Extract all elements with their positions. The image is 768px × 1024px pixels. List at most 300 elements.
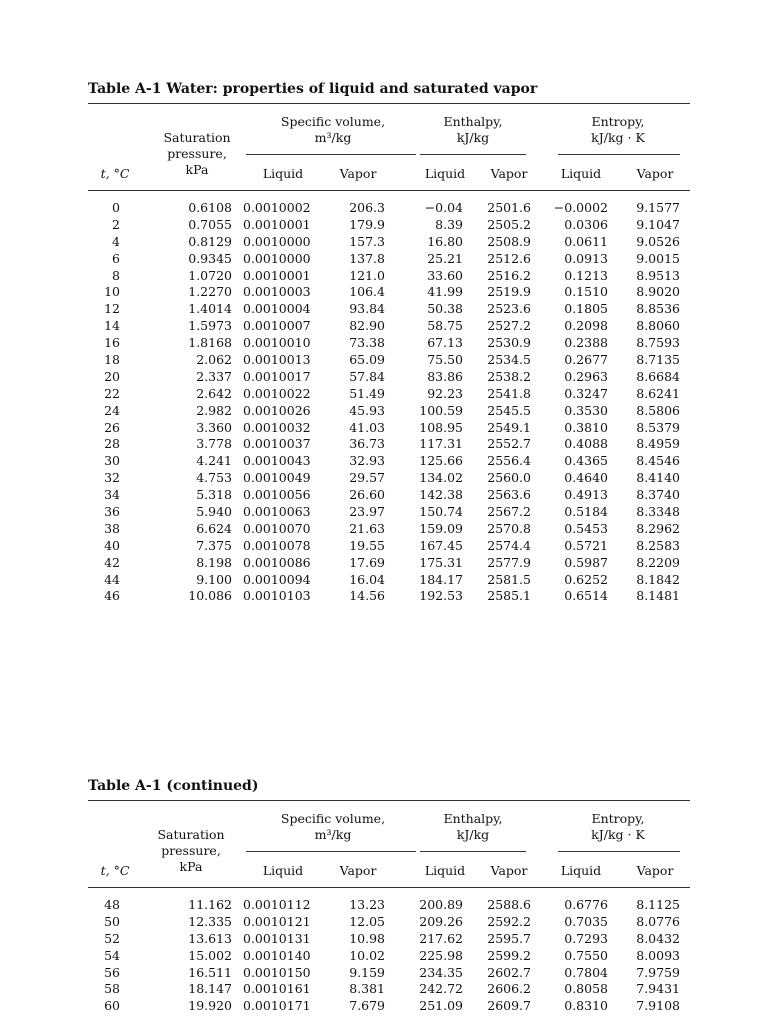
cell-temperature: 30 <box>104 453 120 469</box>
cell-volume-liquid: 0.0010103 <box>243 588 311 604</box>
cell-enthalpy-liquid: 142.38 <box>419 487 463 503</box>
cell-volume-vapor: 21.63 <box>349 520 385 536</box>
cell-entropy-liquid: 0.4640 <box>564 470 608 486</box>
cell-entropy-vapor: 8.4959 <box>636 436 680 452</box>
table-row <box>88 200 690 217</box>
cell-entropy-vapor: 8.7593 <box>636 335 680 351</box>
cell-enthalpy-liquid: 25.21 <box>427 250 463 266</box>
cell-entropy-liquid: 0.0611 <box>564 233 608 249</box>
cell-entropy-liquid: 0.0913 <box>564 250 608 266</box>
header-pressure-label: pressure, <box>167 146 227 161</box>
header-entropy-label: Entropy, <box>591 114 645 129</box>
cell-volume-vapor: 73.38 <box>349 335 385 351</box>
cell-enthalpy-vapor: 2549.1 <box>487 419 531 435</box>
cell-volume-vapor: 179.9 <box>349 216 385 232</box>
cell-entropy-vapor: 9.1047 <box>636 216 680 232</box>
cell-entropy-vapor: 8.2209 <box>636 554 680 570</box>
enthalpy-underline <box>420 154 526 155</box>
cell-volume-liquid: 0.0010017 <box>243 368 311 384</box>
cell-enthalpy-liquid: 58.75 <box>427 318 463 334</box>
cell-entropy-liquid: 0.4365 <box>564 453 608 469</box>
cell-entropy-liquid: 0.6514 <box>564 588 608 604</box>
cell-volume-liquid: 0.0010150 <box>243 964 311 980</box>
cell-entropy-liquid: 0.5453 <box>564 520 608 536</box>
cell-volume-liquid: 0.0010032 <box>243 419 311 435</box>
cell-enthalpy-vapor: 2519.9 <box>487 284 531 300</box>
cell-entropy-liquid: 0.7804 <box>564 964 608 980</box>
table-row <box>88 948 690 965</box>
header-entropy-unit: kJ/kg · K <box>591 827 645 842</box>
cell-volume-vapor: 121.0 <box>349 267 385 283</box>
header-specific-volume-unit: m³/kg <box>314 130 352 145</box>
header-entropy-label: Entropy, <box>591 811 645 826</box>
header-vapor-enthalpy: Vapor <box>490 166 528 181</box>
cell-entropy-vapor: 9.0526 <box>636 233 680 249</box>
cell-pressure: 12.335 <box>188 913 232 929</box>
table-row <box>88 420 690 437</box>
cell-temperature: 38 <box>104 520 120 536</box>
header-rule <box>88 190 690 191</box>
cell-volume-vapor: 29.57 <box>349 470 385 486</box>
cell-enthalpy-vapor: 2534.5 <box>487 352 531 368</box>
cell-pressure: 1.8168 <box>188 335 232 351</box>
cell-volume-liquid: 0.0010140 <box>243 947 311 963</box>
cell-entropy-vapor: 7.9108 <box>636 998 680 1014</box>
cell-volume-vapor: 26.60 <box>349 487 385 503</box>
cell-volume-vapor: 93.84 <box>349 301 385 317</box>
cell-pressure: 2.642 <box>196 385 232 401</box>
cell-entropy-vapor: 8.2962 <box>636 520 680 536</box>
cell-entropy-vapor: 8.8536 <box>636 301 680 317</box>
cell-enthalpy-vapor: 2560.0 <box>487 470 531 486</box>
cell-enthalpy-vapor: 2570.8 <box>487 520 531 536</box>
cell-volume-vapor: 36.73 <box>349 436 385 452</box>
cell-entropy-liquid: 0.1805 <box>564 301 608 317</box>
cell-enthalpy-liquid: 209.26 <box>419 913 463 929</box>
cell-temperature: 44 <box>104 571 120 587</box>
cell-volume-vapor: 14.56 <box>349 588 385 604</box>
cell-temperature: 34 <box>104 487 120 503</box>
table-row <box>88 403 690 420</box>
cell-temperature: 60 <box>104 998 120 1014</box>
cell-temperature: 46 <box>104 588 120 604</box>
cell-pressure: 1.0720 <box>188 267 232 283</box>
cell-entropy-vapor: 8.0432 <box>636 930 680 946</box>
cell-enthalpy-liquid: 175.31 <box>419 554 463 570</box>
cell-entropy-vapor: 8.6241 <box>636 385 680 401</box>
cell-enthalpy-vapor: 2523.6 <box>487 301 531 317</box>
cell-temperature: 26 <box>104 419 120 435</box>
cell-enthalpy-liquid: 92.23 <box>427 385 463 401</box>
cell-volume-liquid: 0.0010063 <box>243 504 311 520</box>
cell-enthalpy-liquid: 16.80 <box>427 233 463 249</box>
cell-entropy-vapor: 8.8060 <box>636 318 680 334</box>
cell-enthalpy-vapor: 2595.7 <box>487 930 531 946</box>
cell-temperature: 6 <box>112 250 120 266</box>
cell-volume-liquid: 0.0010094 <box>243 571 311 587</box>
cell-enthalpy-liquid: −0.04 <box>424 200 463 215</box>
cell-volume-vapor: 157.3 <box>349 233 385 249</box>
cell-volume-vapor: 57.84 <box>349 368 385 384</box>
table-row <box>88 572 690 589</box>
cell-enthalpy-vapor: 2567.2 <box>487 504 531 520</box>
table-a1-continued <box>88 775 690 1014</box>
header-vapor-entropy: Vapor <box>636 863 674 878</box>
header-vapor-volume: Vapor <box>339 863 377 878</box>
cell-volume-liquid: 0.0010022 <box>243 385 311 401</box>
table-row <box>88 588 690 605</box>
cell-temperature: 4 <box>112 233 120 249</box>
cell-enthalpy-vapor: 2530.9 <box>487 335 531 351</box>
cell-enthalpy-liquid: 33.60 <box>427 267 463 283</box>
cell-volume-vapor: 32.93 <box>349 453 385 469</box>
cell-volume-liquid: 0.0010026 <box>243 402 311 418</box>
cell-temperature: 2 <box>112 216 120 232</box>
table-row <box>88 555 690 572</box>
cell-temperature: 18 <box>104 352 120 368</box>
header-specific-volume-unit: m³/kg <box>314 827 352 842</box>
cell-entropy-liquid: 0.3247 <box>564 385 608 401</box>
cell-entropy-liquid: 0.7035 <box>564 913 608 929</box>
cell-volume-vapor: 12.05 <box>349 913 385 929</box>
cell-enthalpy-vapor: 2606.2 <box>487 981 531 997</box>
cell-entropy-liquid: 0.8058 <box>564 981 608 997</box>
table-row <box>88 335 690 352</box>
cell-entropy-vapor: 8.6684 <box>636 368 680 384</box>
header-pressure-label: pressure, <box>161 843 221 858</box>
cell-entropy-vapor: 8.5806 <box>636 402 680 418</box>
header-vapor-volume: Vapor <box>339 166 377 181</box>
cell-enthalpy-vapor: 2563.6 <box>487 487 531 503</box>
cell-entropy-liquid: 0.2677 <box>564 352 608 368</box>
table-row <box>88 217 690 234</box>
cell-entropy-vapor: 8.1481 <box>636 588 680 604</box>
cell-enthalpy-vapor: 2552.7 <box>487 436 531 452</box>
cell-enthalpy-vapor: 2609.7 <box>487 998 531 1014</box>
cell-temperature: 14 <box>104 318 120 334</box>
cell-entropy-liquid: 0.2098 <box>564 318 608 334</box>
cell-enthalpy-vapor: 2538.2 <box>487 368 531 384</box>
cell-entropy-vapor: 8.3348 <box>636 504 680 520</box>
table-row <box>88 965 690 982</box>
cell-pressure: 5.318 <box>196 487 232 503</box>
cell-volume-liquid: 0.0010078 <box>243 537 311 553</box>
cell-pressure: 1.2270 <box>188 284 232 300</box>
cell-enthalpy-vapor: 2512.6 <box>487 250 531 266</box>
cell-volume-vapor: 137.8 <box>349 250 385 266</box>
cell-enthalpy-vapor: 2545.5 <box>487 402 531 418</box>
cell-entropy-liquid: 0.4913 <box>564 487 608 503</box>
cell-entropy-liquid: 0.0306 <box>564 216 608 232</box>
cell-enthalpy-vapor: 2501.6 <box>487 200 531 215</box>
table-row <box>88 998 690 1015</box>
cell-volume-liquid: 0.0010007 <box>243 318 311 334</box>
cell-enthalpy-liquid: 200.89 <box>419 897 463 912</box>
cell-enthalpy-liquid: 251.09 <box>419 998 463 1014</box>
header-enthalpy-unit: kJ/kg <box>456 827 490 842</box>
cell-enthalpy-liquid: 150.74 <box>419 504 463 520</box>
cell-entropy-vapor: 7.9431 <box>636 981 680 997</box>
cell-volume-vapor: 19.55 <box>349 537 385 553</box>
cell-entropy-vapor: 8.2583 <box>636 537 680 553</box>
cell-volume-liquid: 0.0010131 <box>243 930 311 946</box>
cell-volume-liquid: 0.0010010 <box>243 335 311 351</box>
cell-volume-vapor: 7.679 <box>349 998 385 1014</box>
table-row <box>88 284 690 301</box>
cell-volume-liquid: 0.0010043 <box>243 453 311 469</box>
table-body <box>88 897 690 1015</box>
table-row <box>88 521 690 538</box>
cell-entropy-vapor: 8.4546 <box>636 453 680 469</box>
cell-pressure: 4.753 <box>196 470 232 486</box>
cell-enthalpy-vapor: 2556.4 <box>487 453 531 469</box>
cell-pressure: 3.778 <box>196 436 232 452</box>
cell-pressure: 6.624 <box>196 520 232 536</box>
cell-pressure: 2.337 <box>196 368 232 384</box>
cell-entropy-liquid: −0.0002 <box>553 200 608 215</box>
cell-entropy-vapor: 8.0093 <box>636 947 680 963</box>
cell-enthalpy-liquid: 225.98 <box>419 947 463 963</box>
cell-enthalpy-liquid: 234.35 <box>419 964 463 980</box>
cell-temperature: 58 <box>104 981 120 997</box>
cell-volume-vapor: 45.93 <box>349 402 385 418</box>
cell-temperature: 8 <box>112 267 120 283</box>
cell-volume-liquid: 0.0010004 <box>243 301 311 317</box>
cell-pressure: 8.198 <box>196 554 232 570</box>
cell-temperature: 22 <box>104 385 120 401</box>
cell-volume-liquid: 0.0010002 <box>243 200 311 215</box>
cell-entropy-liquid: 0.1510 <box>564 284 608 300</box>
cell-volume-liquid: 0.0010171 <box>243 998 311 1014</box>
cell-pressure: 2.062 <box>196 352 232 368</box>
cell-entropy-liquid: 0.5184 <box>564 504 608 520</box>
cell-temperature: 42 <box>104 554 120 570</box>
cell-temperature: 50 <box>104 913 120 929</box>
cell-pressure: 11.162 <box>188 897 232 912</box>
header-pressure <box>146 827 236 875</box>
cell-enthalpy-vapor: 2585.1 <box>487 588 531 604</box>
table-row <box>88 981 690 998</box>
cell-pressure: 15.002 <box>188 947 232 963</box>
cell-entropy-liquid: 0.2388 <box>564 335 608 351</box>
cell-entropy-vapor: 9.1577 <box>636 200 680 215</box>
table-row <box>88 268 690 285</box>
cell-entropy-liquid: 0.4088 <box>564 436 608 452</box>
cell-pressure: 9.100 <box>196 571 232 587</box>
cell-enthalpy-liquid: 125.66 <box>419 453 463 469</box>
cell-pressure: 19.920 <box>188 998 232 1014</box>
table-header <box>88 104 690 194</box>
cell-enthalpy-vapor: 2602.7 <box>487 964 531 980</box>
header-enthalpy-label: Enthalpy, <box>443 811 503 826</box>
table-row <box>88 504 690 521</box>
table-row <box>88 301 690 318</box>
header-pressure <box>152 130 242 178</box>
cell-volume-liquid: 0.0010121 <box>243 913 311 929</box>
header-specific-volume-label: Specific volume, <box>280 114 386 129</box>
cell-volume-liquid: 0.0010013 <box>243 352 311 368</box>
header-saturation: Saturation <box>157 827 225 842</box>
cell-temperature: 28 <box>104 436 120 452</box>
header-specific-volume-label: Specific volume, <box>280 811 386 826</box>
cell-temperature: 56 <box>104 964 120 980</box>
table-row <box>88 436 690 453</box>
header-t: t, °C <box>100 863 130 878</box>
cell-enthalpy-liquid: 167.45 <box>419 537 463 553</box>
cell-entropy-liquid: 0.3530 <box>564 402 608 418</box>
header-entropy-unit: kJ/kg · K <box>591 130 645 145</box>
cell-volume-liquid: 0.0010056 <box>243 487 311 503</box>
cell-volume-vapor: 41.03 <box>349 419 385 435</box>
cell-entropy-vapor: 8.0776 <box>636 913 680 929</box>
header-specific-volume <box>248 114 418 146</box>
cell-entropy-liquid: 0.6252 <box>564 571 608 587</box>
cell-enthalpy-liquid: 217.62 <box>419 930 463 946</box>
cell-enthalpy-liquid: 100.59 <box>419 402 463 418</box>
cell-entropy-vapor: 7.9759 <box>636 964 680 980</box>
cell-pressure: 0.9345 <box>188 250 232 266</box>
table-a1 <box>88 78 690 604</box>
table-row <box>88 931 690 948</box>
header-enthalpy-unit: kJ/kg <box>456 130 490 145</box>
cell-enthalpy-liquid: 50.38 <box>427 301 463 317</box>
cell-volume-liquid: 0.0010086 <box>243 554 311 570</box>
cell-volume-liquid: 0.0010037 <box>243 436 311 452</box>
cell-entropy-vapor: 8.4140 <box>636 470 680 486</box>
cell-entropy-liquid: 0.3810 <box>564 419 608 435</box>
cell-volume-vapor: 23.97 <box>349 504 385 520</box>
cell-temperature: 0 <box>112 200 120 215</box>
cell-temperature: 54 <box>104 947 120 963</box>
header-liquid-entropy: Liquid <box>560 863 602 878</box>
enthalpy-underline <box>420 851 526 852</box>
cell-enthalpy-liquid: 83.86 <box>427 368 463 384</box>
cell-pressure: 2.982 <box>196 402 232 418</box>
cell-pressure: 10.086 <box>188 588 232 604</box>
cell-entropy-liquid: 0.2963 <box>564 368 608 384</box>
cell-entropy-vapor: 8.1842 <box>636 571 680 587</box>
table-header <box>88 801 690 891</box>
cell-enthalpy-liquid: 184.17 <box>419 571 463 587</box>
table-title: Table A-1 Water: properties of liquid and saturated vapor <box>88 81 538 97</box>
table-row <box>88 470 690 487</box>
header-liquid-enthalpy: Liquid <box>424 863 466 878</box>
cell-entropy-liquid: 0.7293 <box>564 930 608 946</box>
table-row <box>88 897 690 914</box>
cell-volume-liquid: 0.0010000 <box>243 250 311 266</box>
header-enthalpy-label: Enthalpy, <box>443 114 503 129</box>
entropy-underline <box>558 851 680 852</box>
cell-volume-vapor: 16.04 <box>349 571 385 587</box>
cell-enthalpy-liquid: 192.53 <box>419 588 463 604</box>
cell-volume-vapor: 51.49 <box>349 385 385 401</box>
cell-entropy-liquid: 0.7550 <box>564 947 608 963</box>
cell-temperature: 12 <box>104 301 120 317</box>
cell-temperature: 32 <box>104 470 120 486</box>
cell-entropy-vapor: 8.5379 <box>636 419 680 435</box>
cell-entropy-vapor: 8.9513 <box>636 267 680 283</box>
table-row <box>88 318 690 335</box>
cell-volume-vapor: 65.09 <box>349 352 385 368</box>
cell-pressure: 16.511 <box>188 964 232 980</box>
cell-volume-liquid: 0.0010161 <box>243 981 311 997</box>
cell-pressure: 4.241 <box>196 453 232 469</box>
cell-temperature: 52 <box>104 930 120 946</box>
table-title: Table A-1 (continued) <box>88 778 259 794</box>
specific-volume-underline <box>246 851 416 852</box>
cell-pressure: 7.375 <box>196 537 232 553</box>
cell-enthalpy-liquid: 134.02 <box>419 470 463 486</box>
cell-pressure: 0.6108 <box>188 200 232 215</box>
cell-enthalpy-vapor: 2574.4 <box>487 537 531 553</box>
header-liquid-volume: Liquid <box>262 166 304 181</box>
cell-pressure: 13.613 <box>188 930 232 946</box>
cell-volume-liquid: 0.0010001 <box>243 216 311 232</box>
cell-entropy-liquid: 0.8310 <box>564 998 608 1014</box>
cell-volume-vapor: 8.381 <box>349 981 385 997</box>
cell-pressure: 3.360 <box>196 419 232 435</box>
cell-pressure: 5.940 <box>196 504 232 520</box>
cell-entropy-vapor: 8.7135 <box>636 352 680 368</box>
entropy-underline <box>558 154 680 155</box>
cell-volume-vapor: 10.98 <box>349 930 385 946</box>
table-row <box>88 914 690 931</box>
header-liquid-volume: Liquid <box>262 863 304 878</box>
table-row <box>88 487 690 504</box>
header-enthalpy <box>418 114 528 146</box>
cell-enthalpy-vapor: 2581.5 <box>487 571 531 587</box>
cell-volume-vapor: 13.23 <box>349 897 385 912</box>
cell-enthalpy-liquid: 67.13 <box>427 335 463 351</box>
header-pressure-unit: kPa <box>179 859 203 874</box>
cell-volume-vapor: 106.4 <box>349 284 385 300</box>
cell-pressure: 0.8129 <box>188 233 232 249</box>
cell-volume-vapor: 206.3 <box>349 200 385 215</box>
header-liquid-enthalpy: Liquid <box>424 166 466 181</box>
table-row <box>88 352 690 369</box>
cell-enthalpy-vapor: 2588.6 <box>487 897 531 912</box>
table-body <box>88 200 690 605</box>
header-vapor-entropy: Vapor <box>636 166 674 181</box>
cell-volume-vapor: 9.159 <box>349 964 385 980</box>
cell-entropy-liquid: 0.5721 <box>564 537 608 553</box>
cell-enthalpy-vapor: 2577.9 <box>487 554 531 570</box>
cell-volume-liquid: 0.0010049 <box>243 470 311 486</box>
cell-pressure: 1.5973 <box>188 318 232 334</box>
cell-enthalpy-vapor: 2505.2 <box>487 216 531 232</box>
cell-enthalpy-vapor: 2599.2 <box>487 947 531 963</box>
cell-entropy-liquid: 0.1213 <box>564 267 608 283</box>
header-saturation: Saturation <box>163 130 231 145</box>
cell-temperature: 16 <box>104 335 120 351</box>
cell-pressure: 1.4014 <box>188 301 232 317</box>
cell-volume-liquid: 0.0010112 <box>243 897 311 912</box>
cell-temperature: 20 <box>104 368 120 384</box>
header-specific-volume <box>248 811 418 843</box>
cell-temperature: 40 <box>104 537 120 553</box>
table-row <box>88 234 690 251</box>
header-entropy <box>558 114 678 146</box>
cell-enthalpy-liquid: 75.50 <box>427 352 463 368</box>
cell-entropy-vapor: 9.0015 <box>636 250 680 266</box>
cell-volume-vapor: 17.69 <box>349 554 385 570</box>
cell-temperature: 24 <box>104 402 120 418</box>
cell-entropy-vapor: 8.9020 <box>636 284 680 300</box>
header-pressure-unit: kPa <box>185 162 209 177</box>
cell-entropy-vapor: 8.1125 <box>636 897 680 912</box>
cell-enthalpy-vapor: 2592.2 <box>487 913 531 929</box>
cell-volume-vapor: 82.90 <box>349 318 385 334</box>
